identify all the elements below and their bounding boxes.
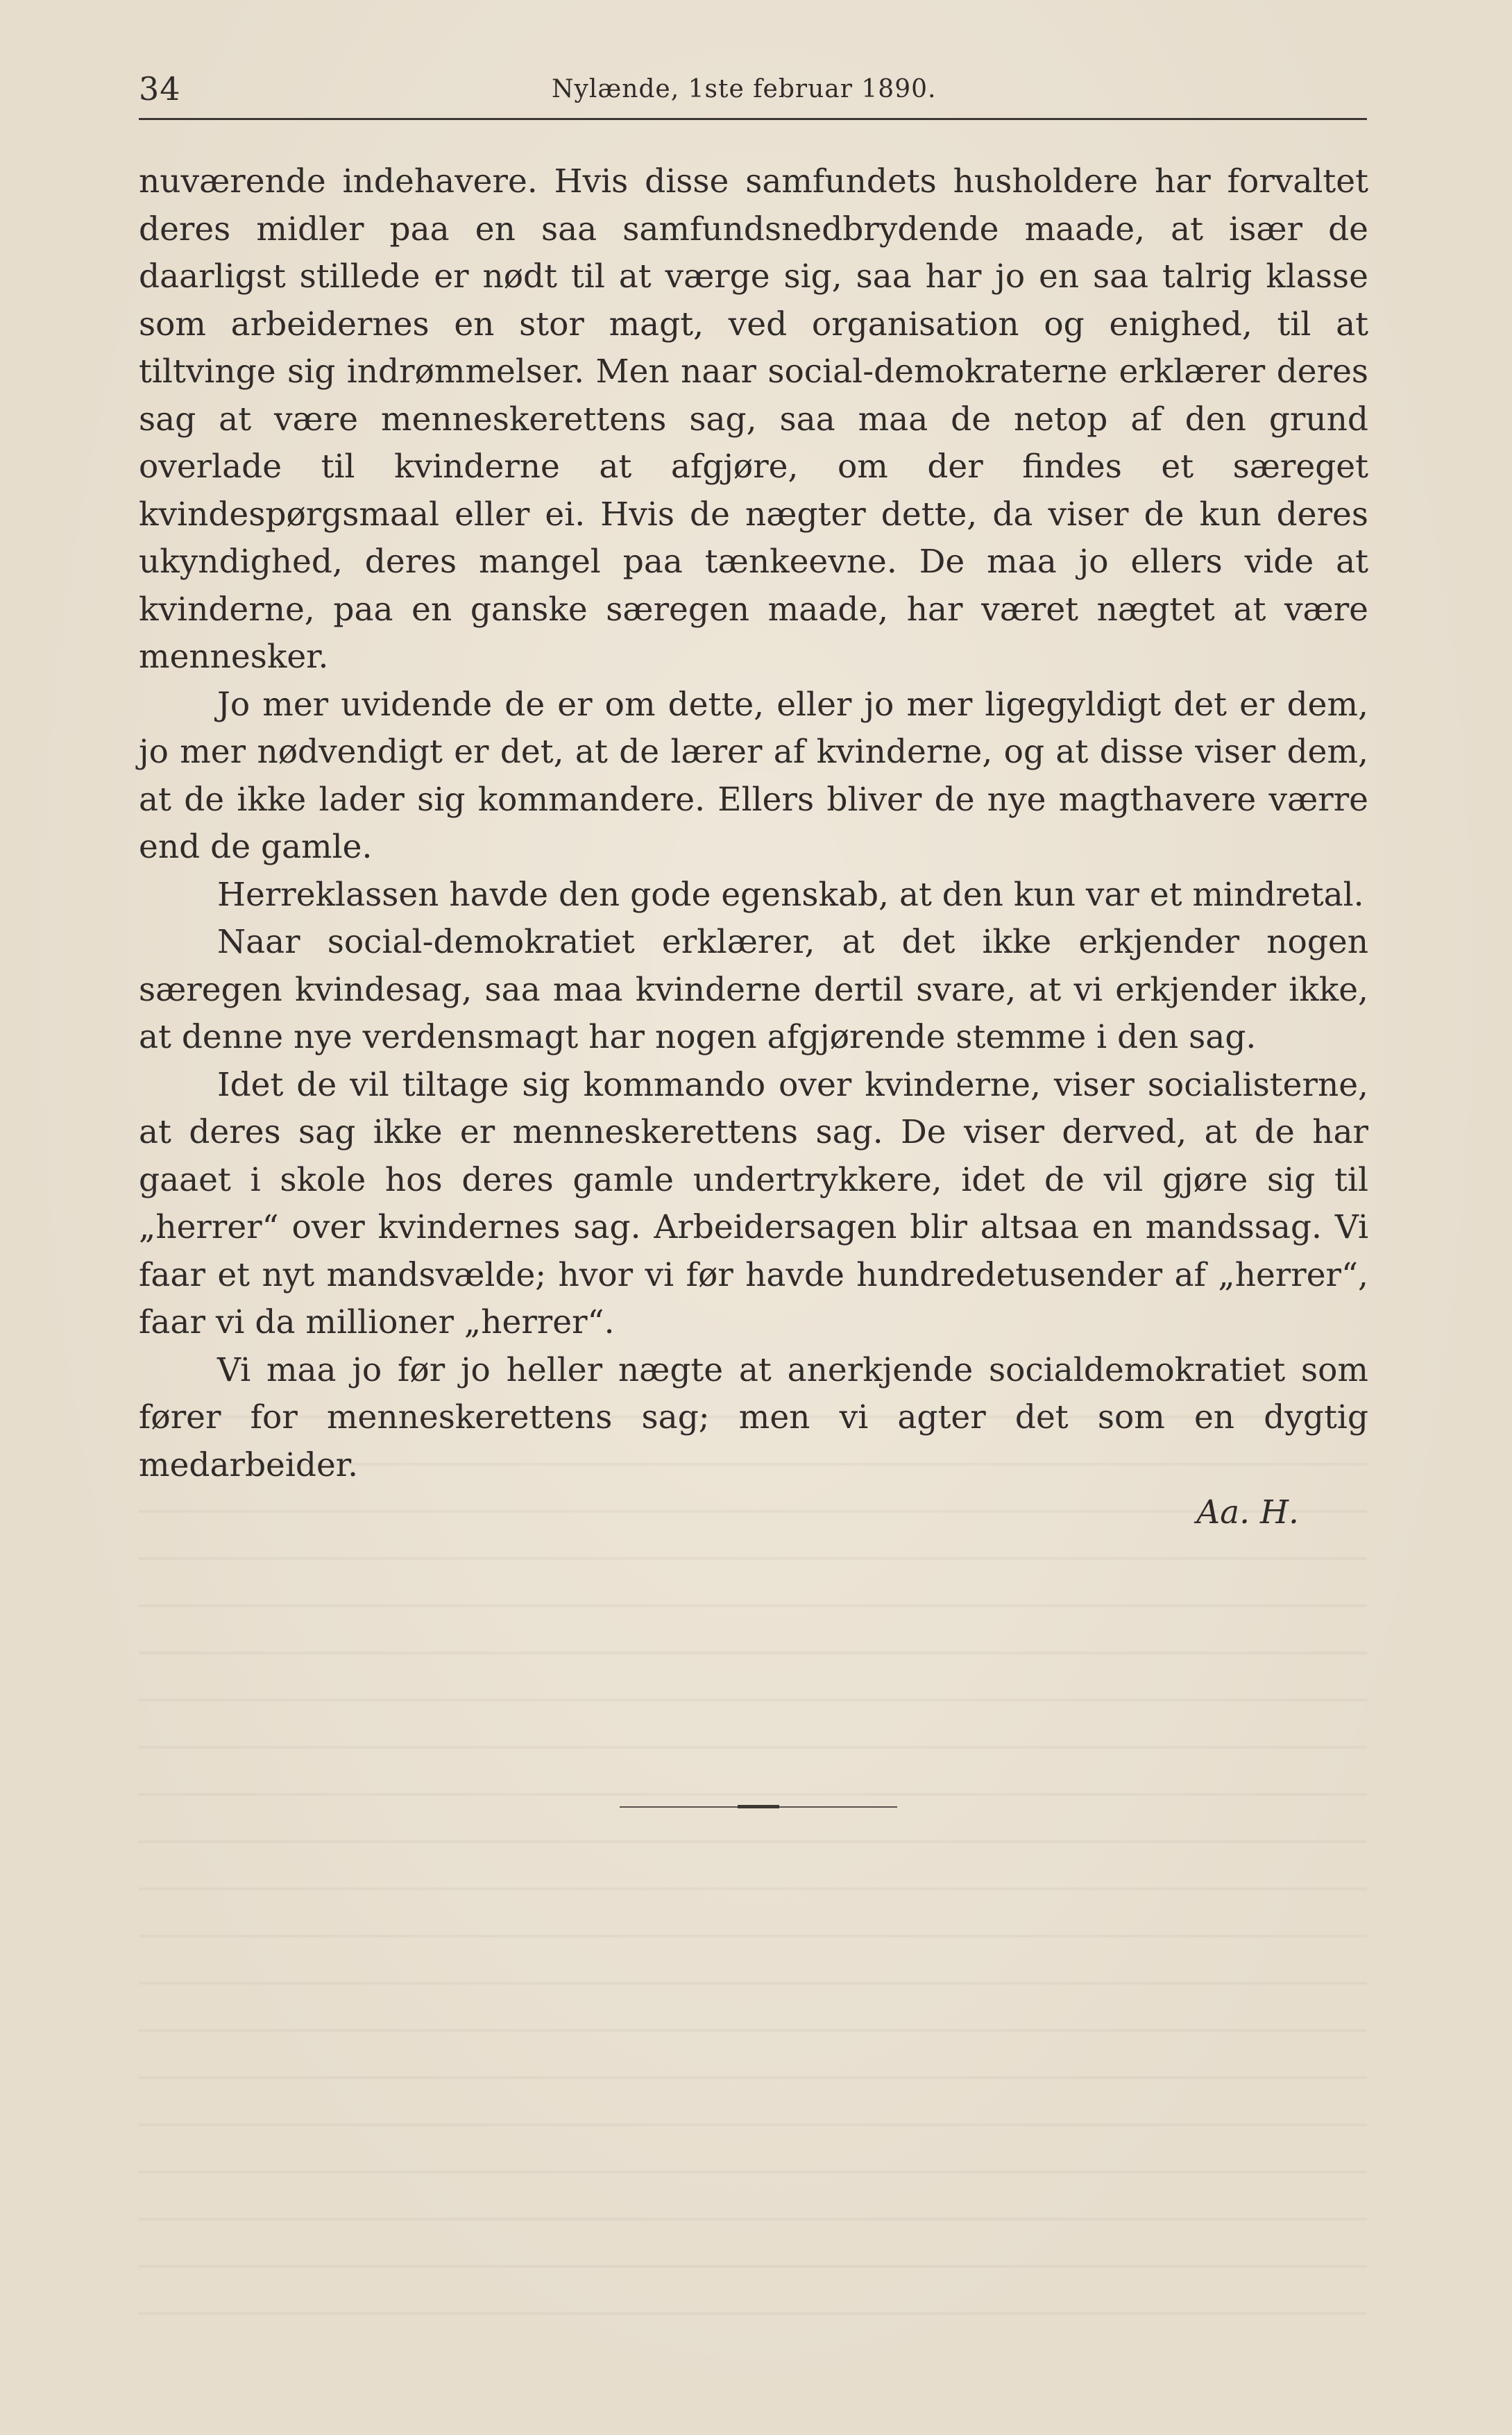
running-head: Nylænde, 1ste februar 1890. — [552, 75, 937, 103]
paragraph: Idet de vil tiltage sig kommando over kvinderne, viser socialisterne, at deres sag ikke er menneskerettens sag. De viser derved, at de har gaaet i skole hos deres gamle undertrykkere, idet de vil gjøre sig til „herrer“ over kvindernes sag. Arbeidersagen blir altsaa en mandssag. Vi faar et nyt mandsvælde; hvor vi før havde hundredetusender af „herrer“, faar vi da millioner „herrer“. — [139, 1065, 1368, 1341]
paragraph: nuværende indehavere. Hvis disse samfundets husholdere har forvaltet deres midler paa en saa samfundsnedbrydende maade, at især de daarligst stillede er nødt til at værge sig, saa har jo en saa talrig klasse som arbeidernes en stor magt, ved organisation og enighed, til at tiltvinge sig indrømmelser. Men naar social-demokraterne erklærer deres sag at være menneskerettens sag, saa maa de netop af den grund overlade til kvinderne at afgjøre, om der findes et særeget kvindespørgsmaal eller ei. Hvis de nægter dette, da viser de kun deres ukyndighed, deres mangel paa tænkeevne. De maa jo ellers vide at kvinderne, paa en ganske særegen maade, har været nægtet at være mennesker. — [139, 162, 1368, 676]
page-number: 34 — [139, 70, 181, 108]
end-rule-ornament — [738, 1805, 779, 1808]
header-rule — [139, 118, 1367, 120]
paragraph: Jo mer uvidende de er om dette, eller jo mer ligegyldigt det er dem, jo mer nødvendigt er det, at de lærer af kvinderne, og at disse viser dem, at de ikke lader sig kommandere. Ellers bliver de nye magthavere værre end de gamle. — [139, 685, 1368, 866]
author-signature: Aa. H. — [1196, 1493, 1299, 1532]
paragraph: Naar social-demokratiet erklærer, at det ikke erkjender nogen særegen kvindesag, saa maa kvinderne dertil svare, at vi erkjender ikke, at denne nye verdensmagt har nogen afgjørende stemme i den sag. — [139, 923, 1368, 1056]
paragraph: Herreklassen havde den gode egenskab, at den kun var et mindretal. — [217, 875, 1364, 914]
paragraph: Vi maa jo før jo heller nægte at anerkjende socialdemokratiet som fører for menneskerettens sag; men vi agter det som en dygtig medarbeider. — [139, 1350, 1368, 1484]
article-body — [139, 158, 1368, 1537]
page-header — [139, 68, 1367, 124]
